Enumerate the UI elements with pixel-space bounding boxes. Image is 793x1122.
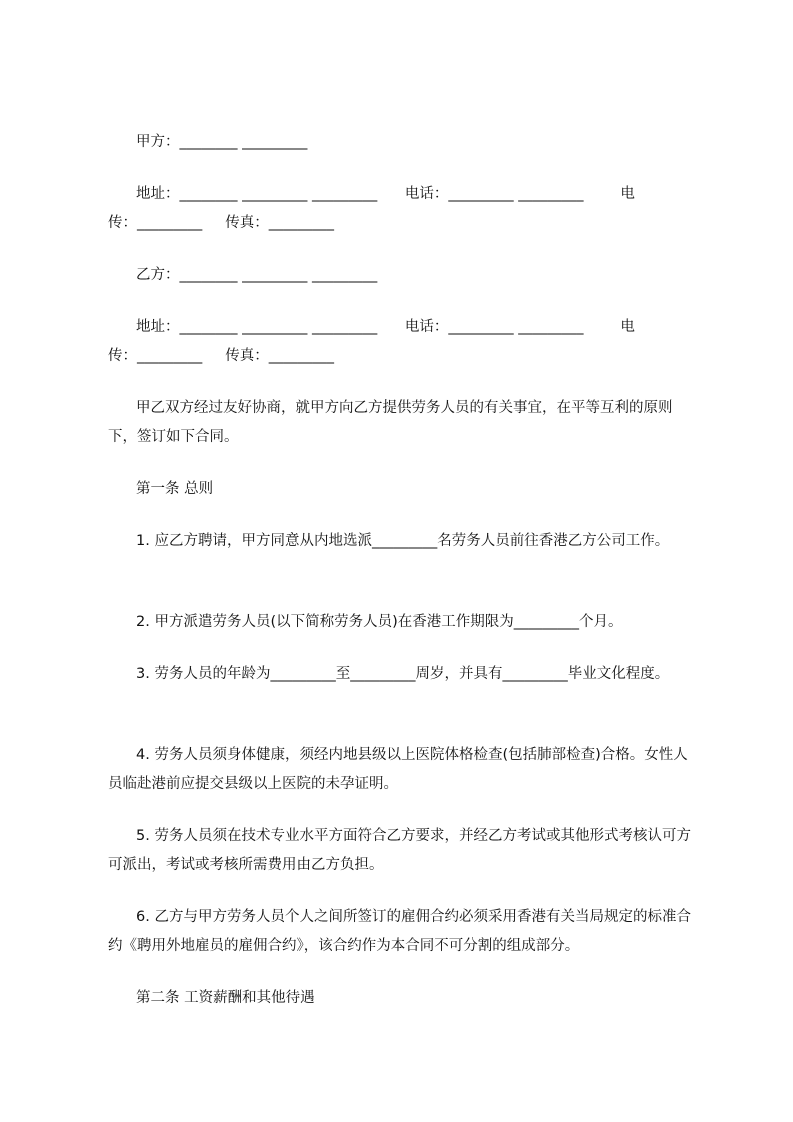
article-1-heading: 第一条 总则	[136, 481, 214, 497]
article-1-clause-3: 3. 劳务人员的年龄为_________至_________周岁，并具有_________毕业文化程度。	[136, 666, 670, 682]
party-b-fax-line: 传：_________ 传真：_________	[108, 348, 335, 364]
article-1-clause-4: 4. 劳务人员须身体健康，须经内地县级以上医院体格检查(包括肺部检查)合格。女性人员临赴港前应提交县级以上医院的未孕证明。	[108, 747, 688, 792]
party-a-fax-line: 传：_________ 传真：_________	[108, 215, 335, 231]
article-1-clause-1: 1. 应乙方聘请，甲方同意从内地选派_________名劳务人员前往香港乙方公司工作。	[136, 533, 670, 549]
party-b-address-line: 地址：________ _________ _________ 电话：_________ _________ 电	[136, 319, 635, 335]
article-1-clause-5: 5. 劳务人员须在技术专业水平方面符合乙方要求，并经乙方考试或其他形式考核认可方可派出，考试或考核所需费用由乙方负担。	[108, 828, 691, 873]
article-1-clause-6: 6. 乙方与甲方劳务人员个人之间所签订的雇佣合约必须采用香港有关当局规定的标准合约《聘用外地雇员的雇佣合约》，该合约作为本合同不可分割的组成部分。	[108, 909, 691, 954]
article-2-heading: 第二条 工资薪酬和其他待遇	[136, 990, 315, 1006]
party-a-name-line: 甲方：________ _________	[136, 134, 308, 150]
party-a-address-line: 地址：________ _________ _________ 电话：_________ _________ 电	[136, 186, 635, 202]
article-1-clause-2: 2. 甲方派遣劳务人员(以下简称劳务人员)在香港工作期限为_________个月。	[136, 614, 623, 630]
party-b-name-line: 乙方：________ _________ _________	[136, 267, 378, 283]
preamble-paragraph: 甲乙双方经过友好协商，就甲方向乙方提供劳务人员的有关事宜，在平等互利的原则下，签订如下合同。	[108, 400, 673, 445]
